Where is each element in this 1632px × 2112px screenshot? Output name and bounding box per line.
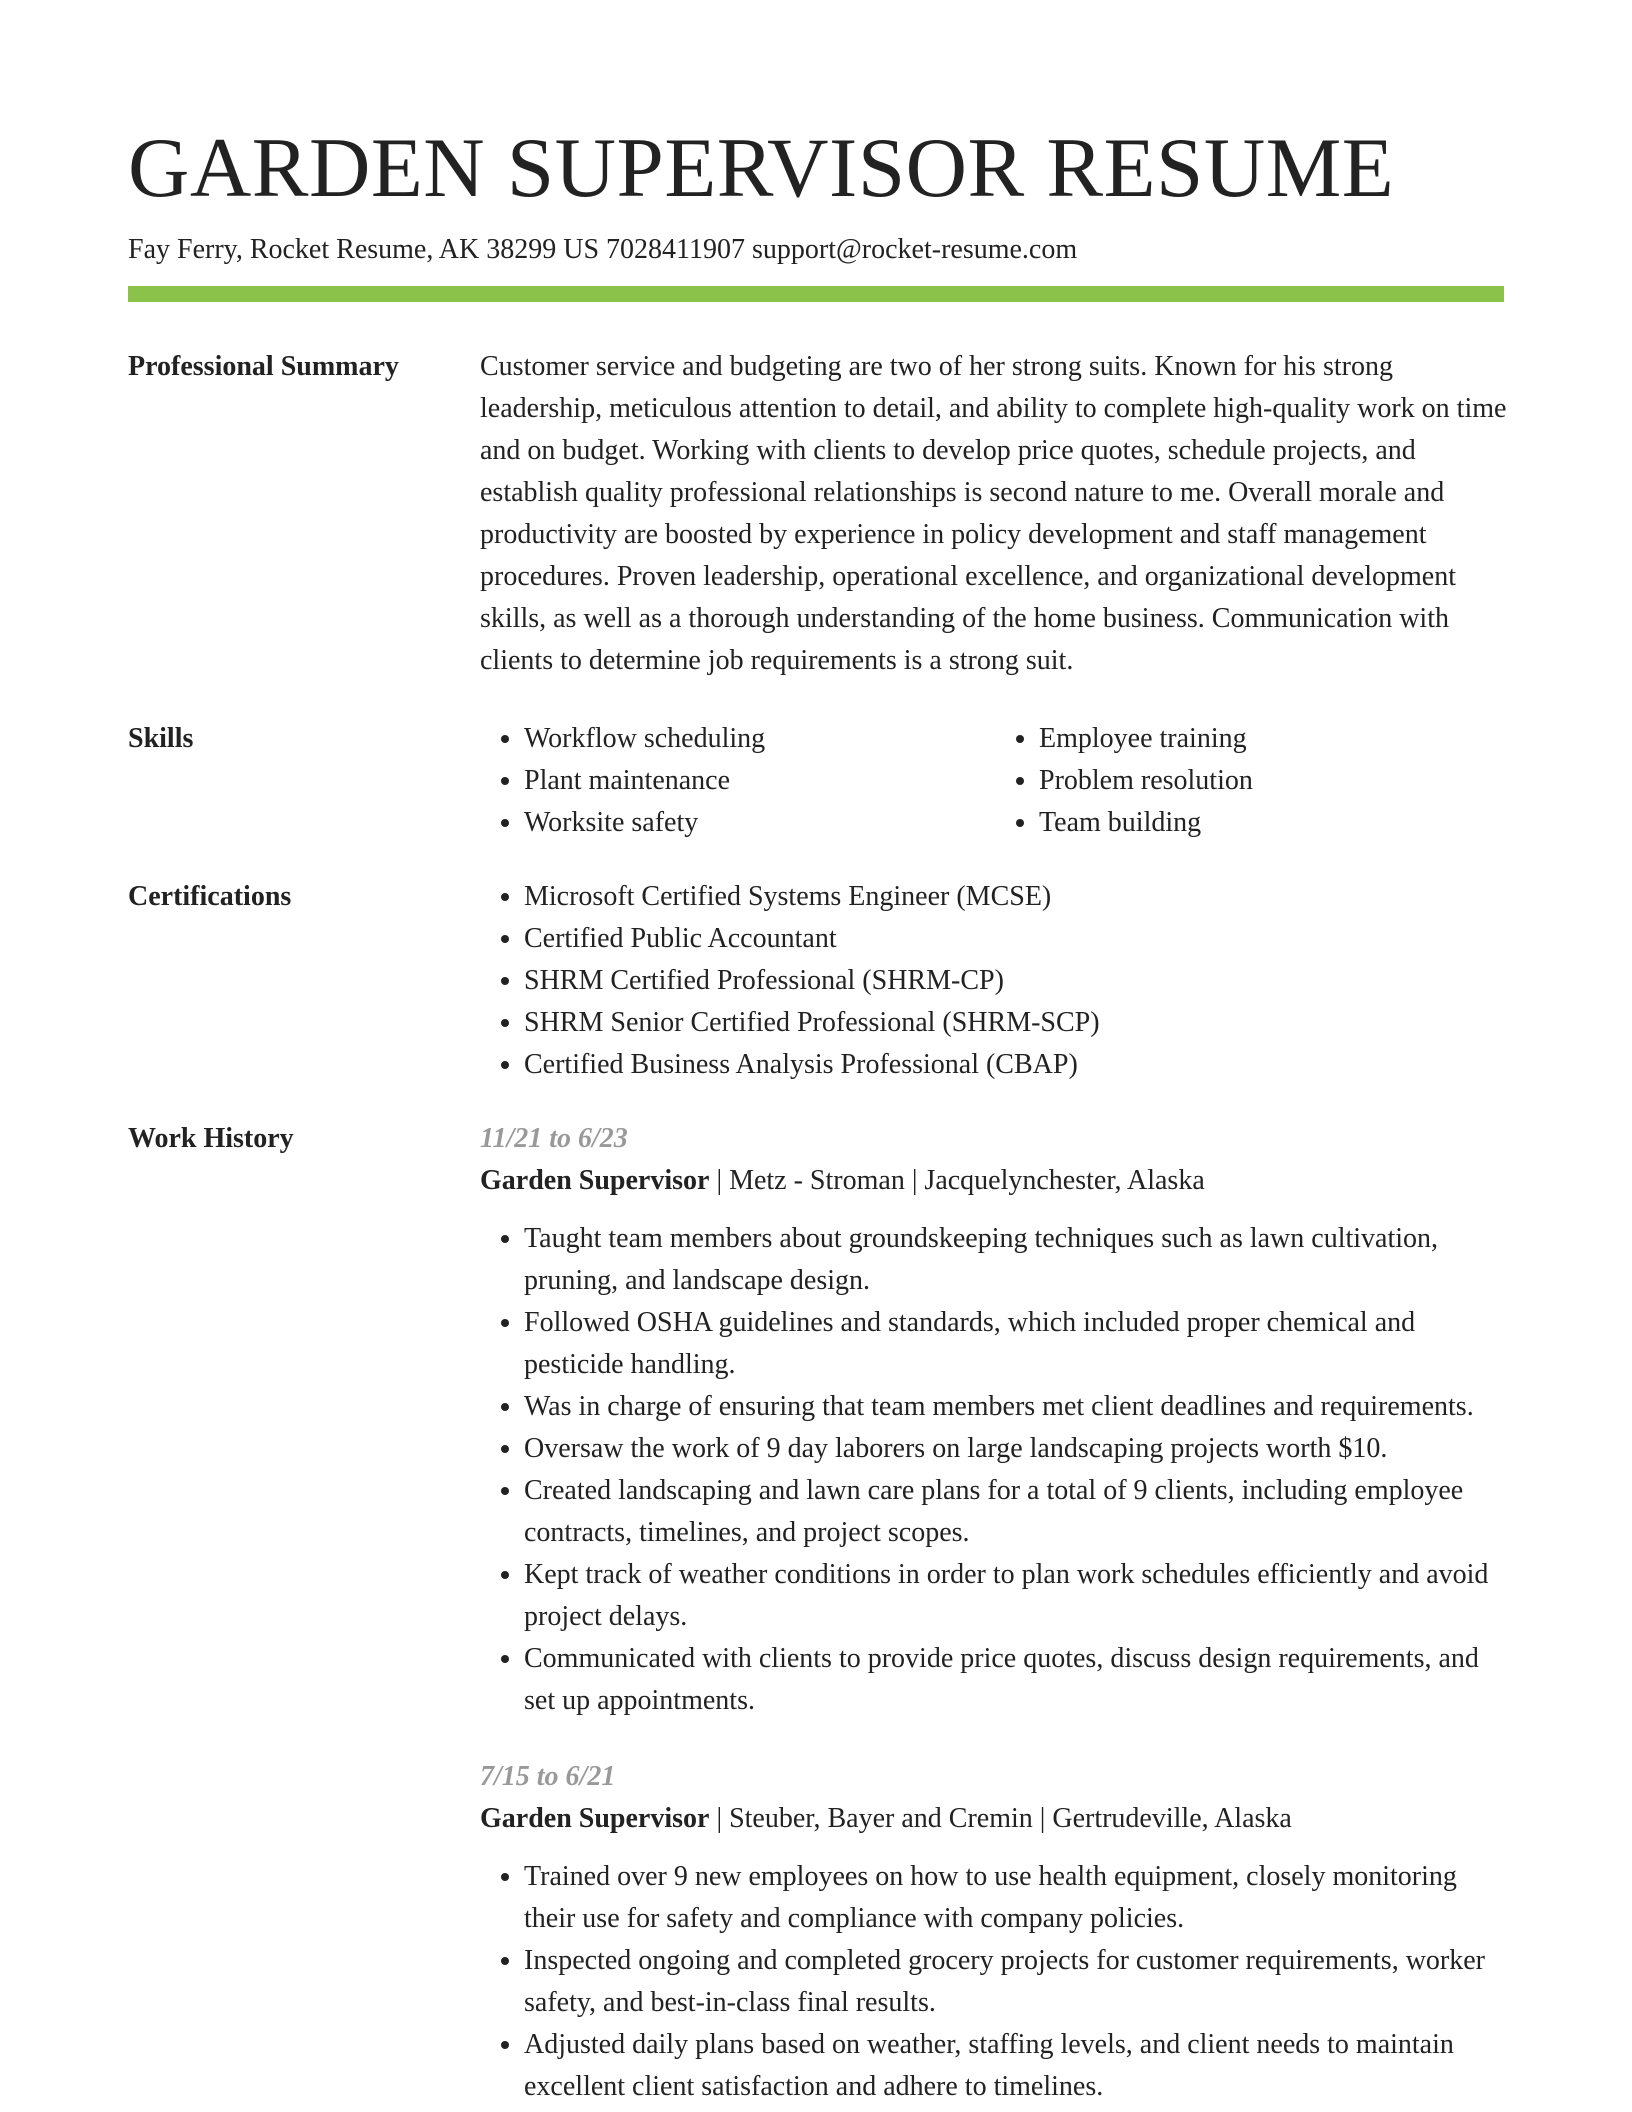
job-bullets — [480, 1856, 1510, 2108]
certification-item: • SHRM Senior Certified Professional (SHRM-SCP) — [524, 1002, 1510, 1044]
skills-column-2 — [995, 718, 1510, 844]
job-details: | Steuber, Bayer and Cremin | Gertrudeville, Alaska — [709, 1803, 1292, 1834]
summary-text: Customer service and budgeting are two of her strong suits. Known for his strong leadership, meticulous attention to detail, and ability to complete high-quality work on time and on budget. Working with clients to develop price quotes, schedule projects, and establish quality professional relationships is second nature to me. Overall morale and productivity are boosted by experience in policy development and staff management procedures. Proven leadership, operational excellence, and organizational development skills, as well as a thorough understanding of the home business. Communication with clients to determine job requirements is a strong suit. — [480, 351, 1507, 676]
certifications-list — [480, 876, 1510, 1086]
summary-label: Professional Summary — [128, 351, 399, 382]
job-heading — [480, 1160, 1510, 1202]
job-details: | Metz - Stroman | Jacquelynchester, Alaska — [709, 1165, 1205, 1196]
job-bullet: • Taught team members about groundskeeping techniques such as lawn cultivation, pruning, and landscape design. — [524, 1218, 1510, 1302]
job-dates: 11/21 to 6/23 — [480, 1123, 628, 1154]
skill-item: • Problem resolution — [1039, 760, 1510, 802]
skill-item: • Plant maintenance — [524, 760, 995, 802]
job-bullet: • Kept track of weather conditions in order to plan work schedules efficiently and avoid project delays. — [524, 1554, 1510, 1638]
job-bullet: • Was in charge of ensuring that team members met client deadlines and requirements. — [524, 1386, 1510, 1428]
job-bullet: • Communicated with clients to provide price quotes, discuss design requirements, and set up appointments. — [524, 1638, 1510, 1722]
skills-column-1 — [480, 718, 995, 844]
certifications-label: Certifications — [128, 881, 292, 912]
skills-label: Skills — [128, 723, 194, 754]
skill-item: • Workflow scheduling — [524, 718, 995, 760]
certification-item: • Certified Business Analysis Professional (CBAP) — [524, 1044, 1510, 1086]
contact-line: Fay Ferry, Rocket Resume, AK 38299 US 7028411907 support@rocket-resume.com — [128, 234, 1078, 265]
work-history-label: Work History — [128, 1123, 294, 1154]
certification-item: • Microsoft Certified Systems Engineer (MCSE) — [524, 876, 1510, 918]
job-entry — [480, 1756, 1510, 2108]
skill-item: • Employee training — [1039, 718, 1510, 760]
job-bullet: • Adjusted daily plans based on weather, staffing levels, and client needs to maintain excellent client satisfaction and adhere to timelines. — [524, 2024, 1510, 2108]
job-bullet: • Inspected ongoing and completed grocery projects for customer requirements, worker safety, and best-in-class final results. — [524, 1940, 1510, 2024]
skill-item: • Team building — [1039, 802, 1510, 844]
skill-item: • Worksite safety — [524, 802, 995, 844]
job-title: Garden Supervisor — [480, 1165, 710, 1196]
job-bullet: • Created landscaping and lawn care plans for a total of 9 clients, including employee contracts, timelines, and project scopes. — [524, 1470, 1510, 1554]
job-bullet: • Oversaw the work of 9 day laborers on large landscaping projects worth $10. — [524, 1428, 1510, 1470]
job-bullets — [480, 1218, 1510, 1722]
certification-item: • SHRM Certified Professional (SHRM-CP) — [524, 960, 1510, 1002]
job-bullet: • Trained over 9 new employees on how to use health equipment, closely monitoring their use for safety and compliance with company policies. — [524, 1856, 1510, 1940]
job-title: Garden Supervisor — [480, 1803, 710, 1834]
certification-item: • Certified Public Accountant — [524, 918, 1510, 960]
job-dates: 7/15 to 6/21 — [480, 1761, 616, 1792]
job-entry — [480, 1118, 1510, 1722]
job-bullet: • Followed OSHA guidelines and standards, which included proper chemical and pesticide handling. — [524, 1302, 1510, 1386]
resume-title: GARDEN SUPERVISOR RESUME — [128, 121, 1395, 215]
header-divider — [128, 286, 1504, 302]
job-heading — [480, 1798, 1510, 1840]
